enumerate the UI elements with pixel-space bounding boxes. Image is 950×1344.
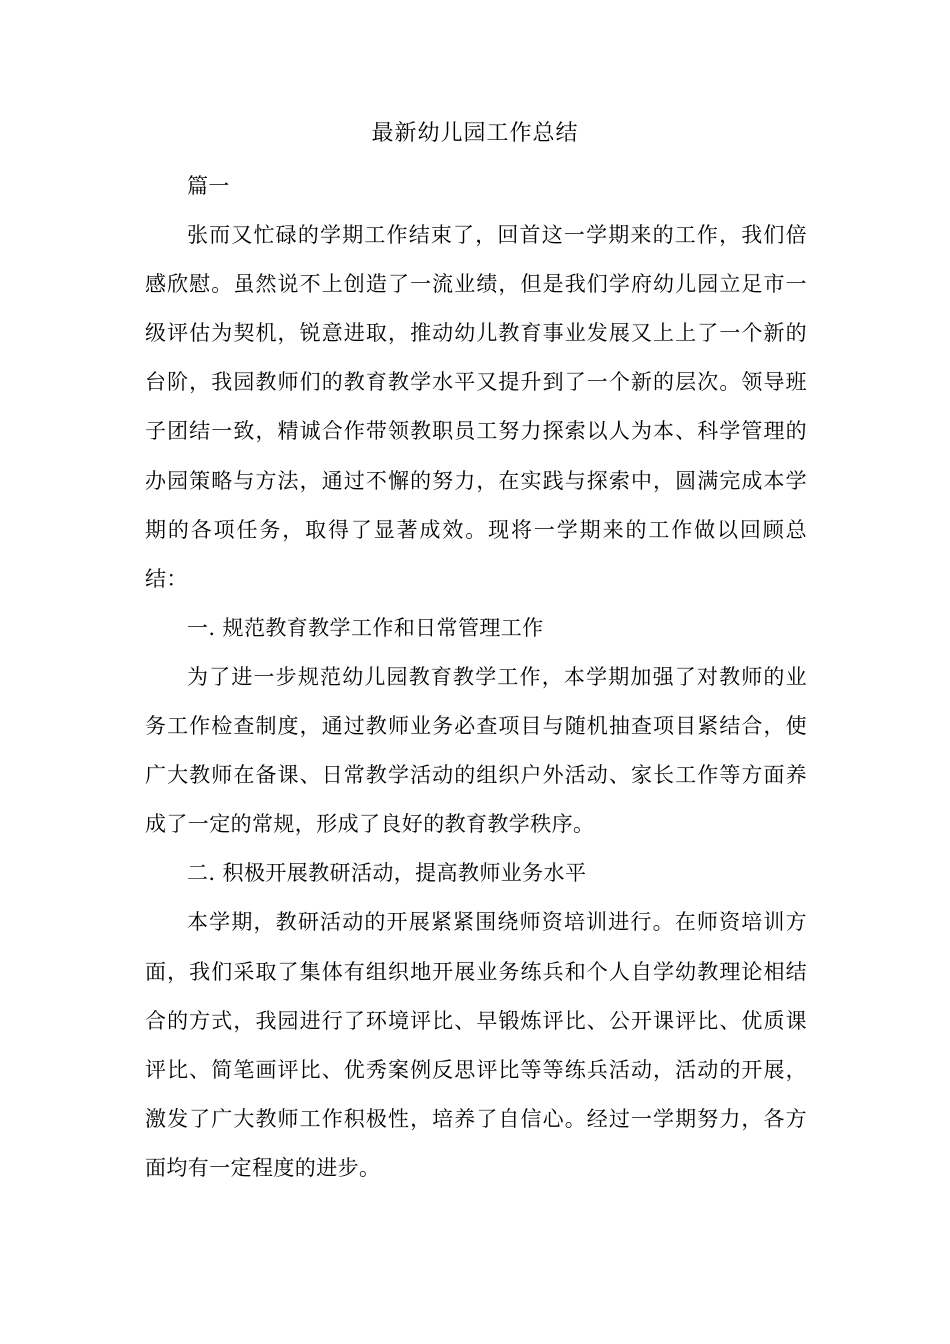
paragraph-intro: 张而又忙碌的学期工作结束了，回首这一学期来的工作，我们倍感欣慰。虽然说不上创造了一流业绩，但是我们学府幼儿园立足市一级评估为契机，锐意进取，推动幼儿教育事业发展又上上了一个新的台阶，我园教师们的教育教学水平又提升到了一个新的层次。领导班子团结一致，精诚合作带领教职员工努力探索以人为本、科学管理的办园策略与方法，通过不懈的努力，在实践与探索中，圆满完成本学期的各项任务，取得了显著成效。现将一学期来的工作做以回顾总结： <box>145 223 807 591</box>
paragraph-section-1: 为了进一步规范幼儿园教育教学工作，本学期加强了对教师的业务工作检查制度，通过教师业务必查项目与随机抽查项目紧结合，使广大教师在备课、日常教学活动的组织户外活动、家长工作等方面养成了一定的常规，形成了良好的教育教学秩序。 <box>145 664 807 837</box>
paragraph-section-2: 本学期，教研活动的开展紧紧围绕师资培训进行。在师资培训方面，我们采取了集体有组织地开展业务练兵和个人自学幼教理论相结合的方式，我园进行了环境评比、早锻炼评比、公开课评比、优质课评比、简笔画评比、优秀案例反思评比等等练兵活动，活动的开展，激发了广大教师工作积极性，培养了自信心。经过一学期努力，各方面均有一定程度的进步。 <box>145 910 807 1180</box>
heading-section-1: 一. 规范教育教学工作和日常管理工作 <box>187 615 544 640</box>
document-body <box>145 162 807 1193</box>
heading-section-2: 二. 积极开展教研活动，提高教师业务水平 <box>187 861 587 886</box>
section-label: 篇一 <box>187 174 230 198</box>
document-title: 最新幼儿园工作总结 <box>371 121 579 146</box>
